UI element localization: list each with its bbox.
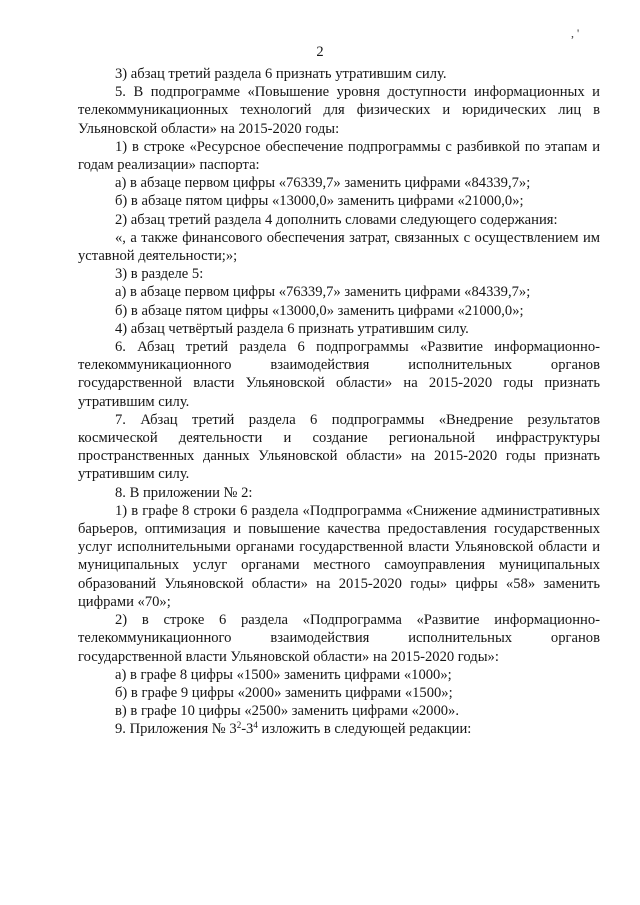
paragraph: 3) абзац третий раздела 6 признать утратившим силу. — [115, 66, 447, 82]
corner-marks: , ' — [571, 26, 580, 40]
item9-dash: -3 — [241, 721, 254, 738]
page-number: 2 — [316, 44, 324, 60]
paragraph: «, а также финансового обеспечения затрат, связанных с осуществлением им уставной деятельности;»; — [78, 229, 600, 265]
paragraph: в) в графе 10 цифры «2500» заменить цифрами «2000». — [115, 703, 460, 720]
paragraph: 8. В приложении № 2: — [115, 484, 253, 501]
paragraph: 1) в строке «Ресурсное обеспечение подпрограммы с разбивкой по этапам и годам реализации» паспорта: — [78, 138, 600, 174]
paragraph: 3) в разделе 5: — [115, 266, 204, 283]
item9-prefix: 9. Приложения № 3 — [115, 721, 237, 738]
document-body — [78, 65, 600, 739]
paragraph: а) в абзаце первом цифры «76339,7» заменить цифрами «84339,7»; — [115, 175, 531, 192]
paragraph-item-9 — [78, 720, 600, 738]
paragraph: б) в абзаце пятом цифры «13000,0» заменить цифрами «21000,0»; — [115, 193, 524, 210]
paragraph: а) в абзаце первом цифры «76339,7» заменить цифрами «84339,7»; — [115, 284, 531, 301]
paragraph: 4) абзац четвёртый раздела 6 признать утратившим силу. — [115, 320, 469, 337]
paragraph: 2) в строке 6 раздела «Подпрограмма «Развитие информационно-телекоммуникационного взаимодействия исполнительных органов государственной власти Ульяновской области» на 2015-2020 годы»: — [78, 612, 600, 665]
item9-superscript-end: 4 — [253, 720, 258, 731]
item9-superscript-start: 2 — [236, 720, 242, 731]
paragraph: 2) абзац третий раздела 4 дополнить словами следующего содержания: — [115, 211, 558, 228]
paragraph: 6. Абзац третий раздела 6 подпрограммы «Развитие информационно-телекоммуникационного взаимодействия исполнительных органов государственной власти Ульяновской области» на 2015-2020 годы признать утратившим силу. — [78, 339, 600, 410]
paragraph: 5. В подпрограмме «Повышение уровня доступности информационных и телекоммуникационных технологий для физических и юридических лиц в Ульяновской области» на 2015-2020 годы: — [78, 84, 600, 137]
paragraph: 7. Абзац третий раздела 6 подпрограммы «Внедрение результатов космической деятельности и создание региональной инфраструктуры пространственных данных Ульяновской области» на 2015-2020 годы признать утратившим силу. — [78, 411, 600, 483]
item9-suffix: изложить в следующей редакции: — [257, 721, 472, 738]
paragraph: б) в абзаце пятом цифры «13000,0» заменить цифрами «21000,0»; — [115, 302, 524, 319]
paragraph: а) в графе 8 цифры «1500» заменить цифрами «1000»; — [115, 666, 452, 683]
paragraph: б) в графе 9 цифры «2000» заменить цифрами «1500»; — [115, 684, 453, 701]
paragraph: 1) в графе 8 строки 6 раздела «Подпрограмма «Снижение административных барьеров, оптимизация и повышение качества предоставления государственных услуг исполнительными органами государственной власти Ульяновской области и муниципальных услуг органами местного самоуправления муниципальных образований Ульяновской области» на 2015-2020 годы» цифры «58» заменить цифрами «70»; — [78, 502, 600, 610]
